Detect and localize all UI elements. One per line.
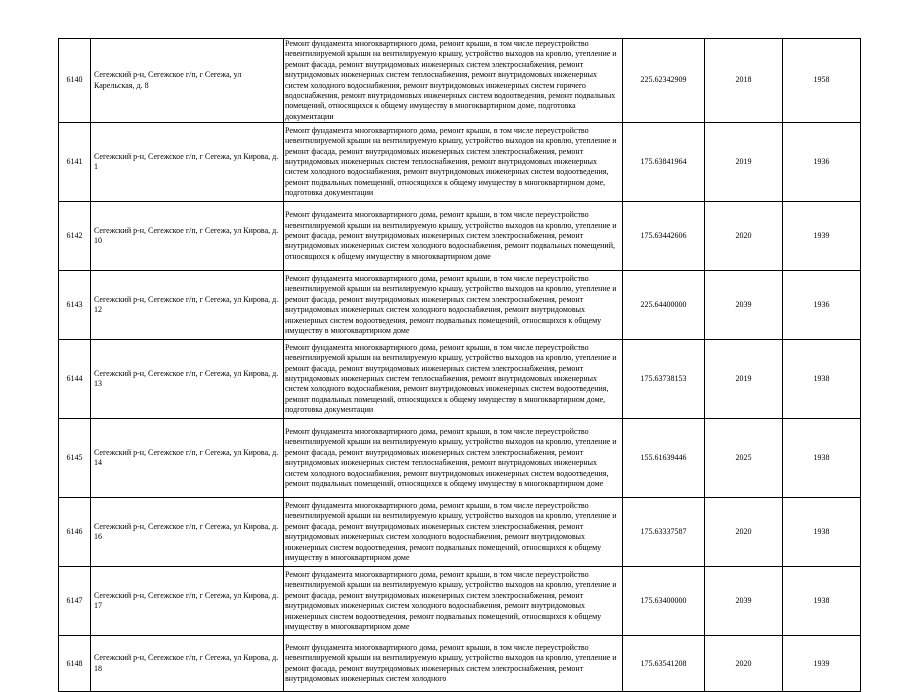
works-text: Ремонт фундамента многоквартирного дома, ремонт крыши, в том числе переустройство невентилируемой крыши на вентилируемую крышу, устройство выходов на кровлю, утепление и ремонт фасада, ремонт внутридомовых инженерных систем электроснабжения, ремонт внутридомовых инженерных систем холодного водоснабжения, ремонт внутридомовых инженерных систем водоотведения, ремонт подвальных помещений, относящихся к общему имуществу в многоквартирном доме (285, 501, 617, 563)
address-text: Сегежский р-н, Сегежское г/п, г Сегежа, ул Кирова, д. 16 (94, 521, 279, 542)
build-year-cell: 1939 (783, 636, 861, 692)
address-text: Сегежский р-н, Сегежское г/п, г Сегежа, ул Карельская, д. 8 (94, 70, 242, 90)
works-cell (284, 567, 623, 636)
address-text: Сегежский р-н, Сегежское г/п, г Сегежа, ул Кирова, д. 13 (94, 368, 279, 389)
row-number: 6146 (59, 498, 91, 567)
row-number: 6145 (59, 419, 91, 498)
row-number: 6140 (59, 39, 91, 123)
planned-year-cell: 2039 (705, 567, 783, 636)
table-row (59, 636, 861, 692)
table-row (59, 498, 861, 567)
planned-year-cell: 2019 (705, 123, 783, 202)
planned-year-cell: 2025 (705, 419, 783, 498)
table-row (59, 39, 861, 123)
works-text: Ремонт фундамента многоквартирного дома, ремонт крыши, в том числе переустройство невентилируемой крыши на вентилируемую крышу, устройство выходов на кровлю, утепление и ремонт фасада, ремонт внутридомовых инженерных систем электроснабжения, ремонт внутридомовых инженерных систем теплоснабжения, ремонт внутридомовых инженерных систем холодного водоснабжения, ремонт внутридомовых инженерных систем водоотведения, ремонт подвальных помещений, относящихся к общему имуществу в многоквартирном доме, подготовка документации (285, 125, 617, 198)
build-year-cell: 1938 (783, 567, 861, 636)
address-text: Сегежский р-н, Сегежское г/п, г Сегежа, ул Кирова, д. 12 (94, 294, 279, 315)
row-number: 6141 (59, 123, 91, 202)
build-year-cell: 1936 (783, 271, 861, 340)
cost-cell: 175.63337587 (623, 498, 705, 567)
works-text: Ремонт фундамента многоквартирного дома, ремонт крыши, в том числе переустройство невентилируемой крыши на вентилируемую крышу, устройство выходов на кровлю, утепление и ремонт фасада, ремонт внутридомовых инженерных систем электроснабжения, ремонт внутридомовых инженерных систем холодного (285, 642, 617, 684)
works-cell (284, 123, 623, 202)
works-text: Ремонт фундамента многоквартирного дома, ремонт крыши, в том числе переустройство невентилируемой крыши на вентилируемую крышу, устройство выходов на кровлю, утепление и ремонт фасада, ремонт внутридомовых инженерных систем электроснабжения, ремонт внутридомовых инженерных систем теплоснабжения, ремонт внутридомовых инженерных систем холодного водоснабжения, ремонт внутридомовых инженерных систем водоотведения, ремонт подвальных помещений, относящихся к общему имуществу в многоквартирном доме, подготовка документации (285, 342, 617, 415)
planned-year-cell: 2020 (705, 636, 783, 692)
address-cell (91, 202, 284, 271)
works-text: Ремонт фундамента многоквартирного дома, ремонт крыши, в том числе переустройство невентилируемой крыши на вентилируемую крышу, устройство выходов на кровлю, утепление и ремонт фасада, ремонт внутридомовых инженерных систем электроснабжения, ремонт внутридомовых инженерных систем холодного водоснабжения, ремонт внутридомовых инженерных систем водоотведения, ремонт подвальных помещений, относящихся к общему имуществу в многоквартирном доме (285, 274, 617, 336)
table-row (59, 202, 861, 271)
build-year-cell: 1938 (783, 419, 861, 498)
address-text: Сегежский р-н, Сегежское г/п, г Сегежа, ул Кирова, д. 18 (94, 653, 279, 673)
works-cell (284, 271, 623, 340)
planned-year-cell: 2020 (705, 498, 783, 567)
address-cell (91, 123, 284, 202)
works-cell (284, 340, 623, 419)
row-number: 6144 (59, 340, 91, 419)
table-row (59, 340, 861, 419)
cost-cell: 175.63738153 (623, 340, 705, 419)
cost-cell: 175.63541208 (623, 636, 705, 692)
works-cell (284, 419, 623, 498)
cost-cell: 225.62342909 (623, 39, 705, 123)
build-year-cell: 1938 (783, 340, 861, 419)
build-year-cell: 1939 (783, 202, 861, 271)
table-row (59, 123, 861, 202)
cost-cell: 155.61639446 (623, 419, 705, 498)
row-number: 6143 (59, 271, 91, 340)
row-number: 6148 (59, 636, 91, 692)
document-page (58, 38, 854, 684)
cost-cell: 175.63442606 (623, 202, 705, 271)
planned-year-cell: 2018 (705, 39, 783, 123)
row-number: 6142 (59, 202, 91, 271)
planned-year-cell: 2019 (705, 340, 783, 419)
address-cell (91, 567, 284, 636)
address-text: Сегежский р-н, Сегежское г/п, г Сегежа, ул Кирова, д. 17 (94, 590, 279, 611)
works-text: Ремонт фундамента многоквартирного дома, ремонт крыши, в том числе переустройство невентилируемой крыши на вентилируемую крышу, устройство выходов на кровлю, утепление и ремонт фасада, ремонт внутридомовых инженерных систем электроснабжения, ремонт внутридомовых инженерных систем холодного водоснабжения, ремонт подвальных помещений, относящихся к общему имуществу в многоквартирном доме (285, 210, 617, 261)
build-year-cell: 1958 (783, 39, 861, 123)
cost-cell: 225.64400000 (623, 271, 705, 340)
address-text: Сегежский р-н, Сегежское г/п, г Сегежа, ул Кирова, д. 1 (94, 151, 279, 172)
table-row (59, 567, 861, 636)
address-text: Сегежский р-н, Сегежское г/п, г Сегежа, ул Кирова, д. 14 (94, 447, 279, 468)
cost-cell: 175.63400000 (623, 567, 705, 636)
works-cell (284, 498, 623, 567)
table-row (59, 271, 861, 340)
address-text: Сегежский р-н, Сегежское г/п, г Сегежа, ул Кирова, д. 10 (94, 225, 279, 246)
address-cell (91, 271, 284, 340)
address-cell (91, 636, 284, 692)
buildings-table (58, 38, 861, 692)
works-text: Ремонт фундамента многоквартирного дома, ремонт крыши, в том числе переустройство невентилируемой крыши на вентилируемую крышу, устройство выходов на кровлю, утепление и ремонт фасада, ремонт внутридомовых инженерных систем электроснабжения, ремонт внутридомовых инженерных систем теплоснабжения, ремонт внутридомовых инженерных систем холодного водоснабжения, ремонт внутридомовых инженерных систем горячего водоснабжения, ремонт внутридомовых инженерных систем водоотведения, ремонт подвальных помещений, относящихся к общему имуществу в многоквартирном доме, подготовка документации (285, 39, 617, 121)
build-year-cell: 1936 (783, 123, 861, 202)
works-cell (284, 39, 623, 123)
works-text: Ремонт фундамента многоквартирного дома, ремонт крыши, в том числе переустройство невентилируемой крыши на вентилируемую крышу, устройство выходов на кровлю, утепление и ремонт фасада, ремонт внутридомовых инженерных систем электроснабжения, ремонт внутридомовых инженерных систем теплоснабжения, ремонт внутридомовых инженерных систем холодного водоснабжения, ремонт внутридомовых инженерных систем водоотведения, ремонт подвальных помещений, относящихся к общему имуществу в многоквартирном доме (285, 427, 617, 489)
row-number: 6147 (59, 567, 91, 636)
build-year-cell: 1938 (783, 498, 861, 567)
address-cell (91, 419, 284, 498)
address-cell (91, 340, 284, 419)
cost-cell: 175.63841964 (623, 123, 705, 202)
works-cell (284, 636, 623, 692)
works-text: Ремонт фундамента многоквартирного дома, ремонт крыши, в том числе переустройство невентилируемой крыши на вентилируемую крышу, устройство выходов на кровлю, утепление и ремонт фасада, ремонт внутридомовых инженерных систем электроснабжения, ремонт внутридомовых инженерных систем холодного водоснабжения, ремонт внутридомовых инженерных систем водоотведения, ремонт подвальных помещений, относящихся к общему имуществу в многоквартирном доме (285, 570, 617, 632)
address-cell (91, 39, 284, 123)
planned-year-cell: 2039 (705, 271, 783, 340)
address-cell (91, 498, 284, 567)
works-cell (284, 202, 623, 271)
planned-year-cell: 2020 (705, 202, 783, 271)
table-row (59, 419, 861, 498)
